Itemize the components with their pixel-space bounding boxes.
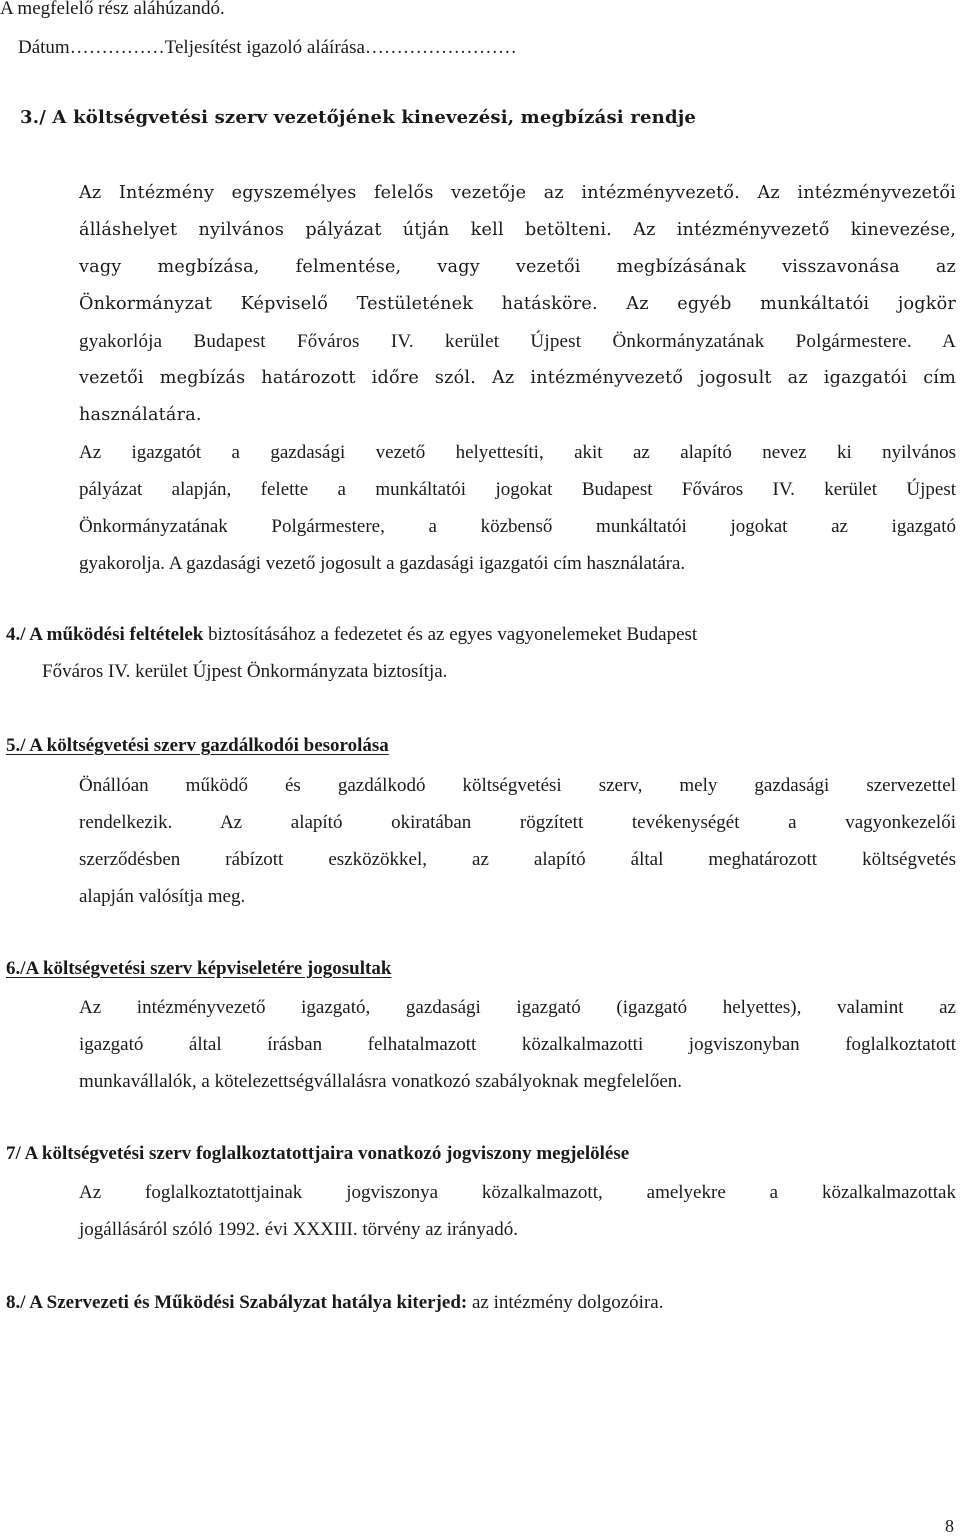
section-4-line-2: Főváros IV. kerület Újpest Önkormányzata biztosítja. bbox=[42, 661, 448, 682]
text-line: Az igazgatót a gazdasági vezető helyettesíti, akit az alapító nevez ki nyilvános bbox=[79, 442, 956, 463]
text-line: vezetői megbízás határozott időre szól. Az intézményvezető jogosult az igazgatói cím bbox=[79, 368, 956, 388]
text-line: jogállásáról szóló 1992. évi XXXIII. törvény az irányadó. bbox=[79, 1219, 518, 1240]
section-8-heading-rest: az intézmény dolgozóira. bbox=[467, 1292, 664, 1313]
section-6-paragraph bbox=[79, 989, 956, 1100]
text-line: pályázat alapján, felette a munkáltatói jogokat Budapest Főváros IV. kerület Újpest bbox=[79, 479, 956, 500]
text-line: Önkormányzat Képviselő Testületének hatásköre. Az egyéb munkáltatói jogkör bbox=[79, 294, 956, 314]
text-line: Az intézményvezető igazgató, gazdasági igazgató (igazgató helyettes), valamint az bbox=[79, 997, 956, 1018]
text-line: használatára. bbox=[79, 405, 202, 425]
text-line: gyakorlója Budapest Főváros IV. kerület Újpest Önkormányzatának Polgármestere. A bbox=[79, 331, 956, 352]
section-7-paragraph bbox=[79, 1174, 956, 1248]
section-8-heading bbox=[6, 1292, 663, 1314]
text-line: Az Intézmény egyszemélyes felelős vezetője az intézményvezető. Az intézményvezetői bbox=[79, 183, 956, 203]
text-line: álláshelyet nyilvános pályázat útján kell betölteni. Az intézményvezető kinevezése, bbox=[79, 220, 956, 240]
page-number: 8 bbox=[945, 1516, 954, 1536]
signature-line: Dátum……………Teljesítést igazoló aláírása…………………… bbox=[18, 37, 517, 58]
text-line: alapján valósítja meg. bbox=[79, 886, 246, 907]
text-line: gyakorolja. A gazdasági vezető jogosult a gazdasági igazgatói cím használatára. bbox=[79, 553, 686, 574]
text-line: igazgató által írásban felhatalmazott közalkalmazotti jogviszonyban foglalkoztatott bbox=[79, 1034, 956, 1055]
section-3-heading: 3./ A költségvetési szerv vezetőjének kinevezési, megbízási rendje bbox=[20, 107, 697, 128]
section-6-heading: 6./A költségvetési szerv képviseletére jogosultak bbox=[6, 958, 392, 979]
underline-note: A megfelelő rész aláhúzandó. bbox=[0, 0, 225, 19]
section-4-heading-rest: biztosításához a fedezetet és az egyes vagyonelemeket Budapest bbox=[203, 624, 698, 645]
text-line: Az foglalkoztatottjainak jogviszonya közalkalmazott, amelyekre a közalkalmazottak bbox=[79, 1182, 956, 1203]
section-4-heading-bold: 4./ A működési feltételek bbox=[6, 624, 204, 645]
text-line: szerződésben rábízott eszközökkel, az alapító által meghatározott költségvetés bbox=[79, 849, 956, 870]
text-line: Önállóan működő és gazdálkodó költségvetési szerv, mely gazdasági szervezettel bbox=[79, 775, 956, 796]
text-line: munkavállalók, a kötelezettségvállalásra vonatkozó szabályoknak megfelelően. bbox=[79, 1071, 683, 1092]
text-line: vagy megbízása, felmentése, vagy vezetői megbízásának visszavonása az bbox=[79, 257, 956, 277]
section-5-heading: 5./ A költségvetési szerv gazdálkodói besorolása bbox=[6, 735, 389, 756]
section-7-heading: 7/ A költségvetési szerv foglalkoztatottjaira vonatkozó jogviszony megjelölése bbox=[6, 1143, 630, 1164]
section-3-paragraph-2 bbox=[79, 434, 956, 582]
text-line: Önkormányzatának Polgármestere, a közbenső munkáltatói jogokat az igazgató bbox=[79, 516, 956, 537]
section-8-heading-bold: 8./ A Szervezeti és Működési Szabályzat hatálya kiterjed: bbox=[6, 1292, 468, 1313]
section-3-paragraph-1 bbox=[79, 175, 956, 434]
text-line: rendelkezik. Az alapító okiratában rögzített tevékenységét a vagyonkezelői bbox=[79, 812, 956, 833]
section-5-paragraph bbox=[79, 767, 956, 915]
section-4-heading bbox=[6, 624, 697, 646]
